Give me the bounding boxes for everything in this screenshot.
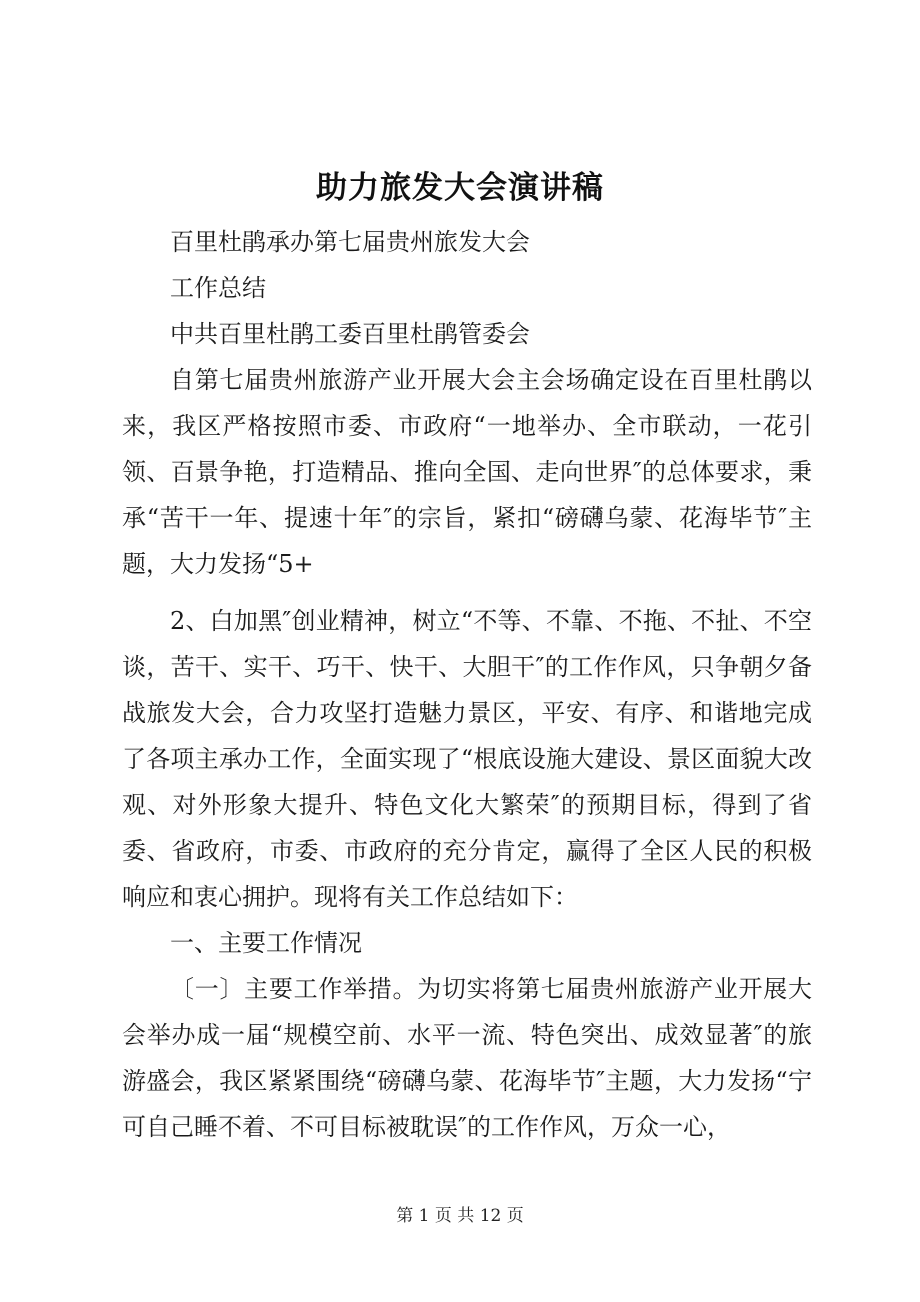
page-number-footer: 第 1 页 共 12 页 [396, 1206, 524, 1226]
document-body [122, 219, 812, 1150]
section-heading: 一、主要工作情况 [170, 929, 362, 957]
paragraph-organization: 中共百里杜鹃工委百里杜鹃管委会 [170, 320, 530, 348]
paragraph-spirit: 2、白加黑″创业精神，树立“不等、不靠、不拖、不扯、不空谈，苦干、实干、巧干、快干、大胆干″的工作作风，只争朝夕备战旅发大会，合力攻坚打造魅力景区，平安、有序、和谐地完成了各项主承办工作，全面实现了“根底设施大建设、景区面貌大改观、对外形象大提升、特色文化大繁荣″的预期目标，得到了省委、省政府，市委、市政府的充分肯定，赢得了全区人民的积极响应和衷心拥护。现将有关工作总结如下： [122, 607, 812, 911]
paragraph-measures: 〔一〕主要工作举措。为切实将第七届贵州旅游产业开展大会举办成一届“规模空前、水平一流、特色突出、成效显著″的旅游盛会，我区紧紧围绕“磅礴乌蒙、花海毕节″主题，大力发扬“宁可自己睡不着、不可目标被耽误″的工作作风，万众一心， [122, 975, 812, 1141]
paragraph-subtitle: 工作总结 [170, 274, 266, 302]
paragraph-host: 百里杜鹃承办第七届贵州旅发大会 [170, 228, 530, 256]
document-title: 助力旅发大会演讲稿 [316, 170, 604, 206]
paragraph-intro: 自第七届贵州旅游产业开展大会主会场确定设在百里杜鹃以来，我区严格按照市委、市政府“一地举办、全市联动，一花引领、百景争艳，打造精品、推向全国、走向世界″的总体要求，秉承“苦干一年、提速十年″的宗旨，紧扣“磅礴乌蒙、花海毕节″主题，大力发扬“5+ [122, 366, 812, 578]
